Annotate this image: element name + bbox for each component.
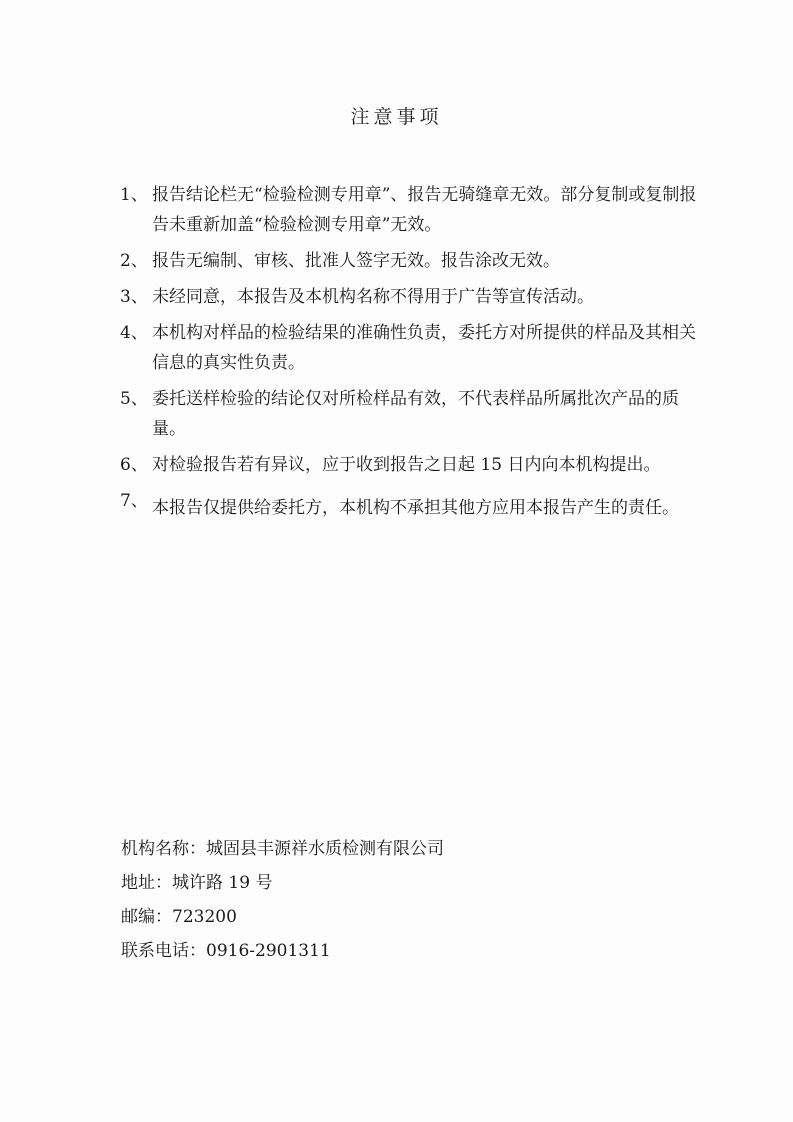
note-item-5 bbox=[120, 384, 710, 444]
note-number: 1、 bbox=[120, 185, 148, 205]
note-number: 2、 bbox=[120, 251, 148, 271]
note-item-1 bbox=[120, 180, 710, 240]
phone-row bbox=[121, 934, 444, 968]
phone-value: 0916-2901311 bbox=[206, 941, 331, 961]
note-number: 7、 bbox=[120, 491, 148, 511]
postcode-value: 723200 bbox=[172, 907, 237, 927]
note-number: 3、 bbox=[120, 287, 148, 307]
notes-list bbox=[120, 180, 710, 536]
note-text: 未经同意，本报告及本机构名称不得用于广告等宣传活动。 bbox=[152, 287, 594, 307]
org-name-row bbox=[121, 832, 444, 866]
note-text: 本机构对样品的检验结果的准确性负责，委托方对所提供的样品及其相关信息的真实性负责。 bbox=[152, 323, 696, 373]
page-title: 注意事项 bbox=[350, 106, 443, 128]
note-text: 对检验报告若有异议，应于收到报告之日起 15 日内向本机构提出。 bbox=[152, 455, 661, 475]
phone-label: 联系电话： bbox=[121, 941, 206, 961]
address-row bbox=[121, 866, 444, 900]
note-item-4 bbox=[120, 318, 710, 378]
address-value: 城许路 19 号 bbox=[172, 873, 273, 893]
note-text: 报告无编制、审核、批准人签字无效。报告涂改无效。 bbox=[152, 251, 560, 271]
note-item-7 bbox=[120, 486, 710, 530]
note-text: 报告结论栏无“检验检测专用章”、报告无骑缝章无效。部分复制或复制报告未重新加盖“检验检测专用章”无效。 bbox=[152, 185, 697, 235]
note-number: 5、 bbox=[120, 389, 148, 409]
note-item-6 bbox=[120, 450, 710, 480]
contact-info bbox=[121, 832, 444, 968]
org-name-value: 城固县丰源祥水质检测有限公司 bbox=[206, 839, 444, 859]
postcode-label: 邮编： bbox=[121, 907, 172, 927]
note-number: 4、 bbox=[120, 323, 148, 343]
note-number: 6、 bbox=[120, 455, 148, 475]
org-name-label: 机构名称： bbox=[121, 839, 206, 859]
note-text: 委托送样检验的结论仅对所检样品有效，不代表样品所属批次产品的质量。 bbox=[152, 389, 679, 439]
postcode-row bbox=[121, 900, 444, 934]
note-item-3 bbox=[120, 282, 710, 312]
note-item-2 bbox=[120, 246, 710, 276]
address-label: 地址： bbox=[121, 873, 172, 893]
note-text: 本报告仅提供给委托方，本机构不承担其他方应用本报告产生的责任。 bbox=[152, 498, 679, 518]
